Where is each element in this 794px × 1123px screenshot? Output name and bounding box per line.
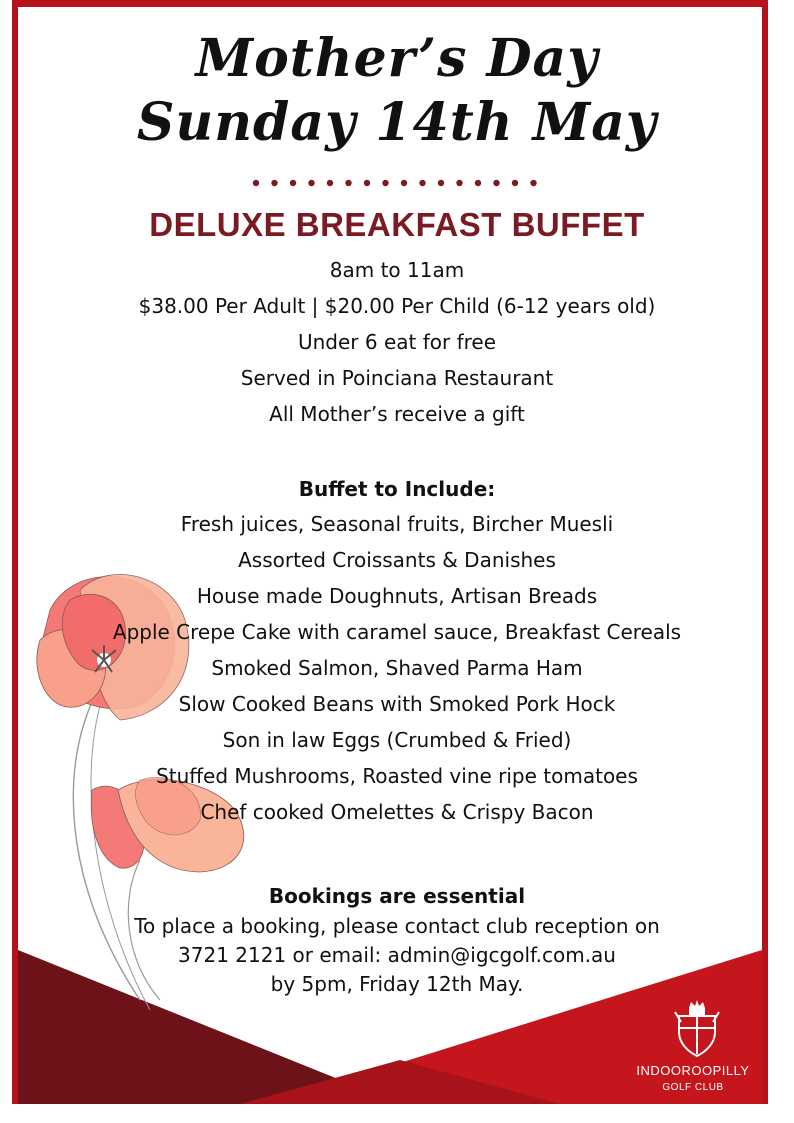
buffet-include-heading: Buffet to Include:: [298, 477, 496, 501]
divider-dot: [456, 180, 462, 186]
divider-dot: [345, 180, 351, 186]
title-line-2: Sunday 14th May: [136, 92, 658, 153]
buffet-item: Slow Cooked Beans with Smoked Pork Hock: [178, 692, 616, 716]
title-line-1: Mother’s Day: [195, 28, 599, 89]
detail-free: Under 6 eat for free: [297, 330, 497, 354]
divider-dot: [493, 180, 499, 186]
buffet-item: Assorted Croissants & Danishes: [238, 548, 556, 572]
club-logo-name: INDOOROOPILLY: [636, 1063, 750, 1078]
buffet-heading: DELUXE BREAKFAST BUFFET: [149, 206, 645, 243]
divider-dot: [290, 180, 296, 186]
buffet-item: Smoked Salmon, Shaved Parma Ham: [211, 656, 583, 680]
bookings-contact[interactable]: 3721 2121 or email: admin@igcgolf.com.au: [178, 943, 616, 967]
detail-venue: Served in Poinciana Restaurant: [240, 366, 554, 390]
detail-price: $38.00 Per Adult | $20.00 Per Child (6-12 years old): [138, 294, 656, 318]
club-logo-subtitle: GOLF CLUB: [662, 1082, 724, 1093]
divider-dot: [475, 180, 481, 186]
divider-dot: [438, 180, 444, 186]
detail-time: 8am to 11am: [329, 258, 465, 282]
divider-dot: [419, 180, 425, 186]
buffet-item: House made Doughnuts, Artisan Breads: [196, 584, 598, 608]
divider-dot: [401, 180, 407, 186]
divider-dot: [382, 180, 388, 186]
divider-dot: [327, 180, 333, 186]
bookings-line: To place a booking, please contact club reception on: [134, 914, 660, 938]
dotted-divider: [250, 176, 550, 190]
divider-dot: [271, 180, 277, 186]
buffet-item: Stuffed Mushrooms, Roasted vine ripe tomatoes: [156, 764, 638, 788]
divider-dot: [253, 180, 259, 186]
divider-dot: [308, 180, 314, 186]
buffet-item: Apple Crepe Cake with caramel sauce, Breakfast Cereals: [112, 620, 682, 644]
buffet-item: Fresh juices, Seasonal fruits, Bircher Muesli: [180, 512, 614, 536]
divider-dot: [364, 180, 370, 186]
bookings-heading: Bookings are essential: [268, 884, 526, 908]
bookings-deadline: by 5pm, Friday 12th May.: [270, 972, 524, 996]
buffet-item: Chef cooked Omelettes & Crispy Bacon: [200, 800, 594, 824]
divider-dot: [512, 180, 518, 186]
divider-dot: [530, 180, 536, 186]
buffet-item: Son in law Eggs (Crumbed & Fried): [222, 728, 572, 752]
detail-gift: All Mother’s receive a gift: [269, 402, 525, 426]
